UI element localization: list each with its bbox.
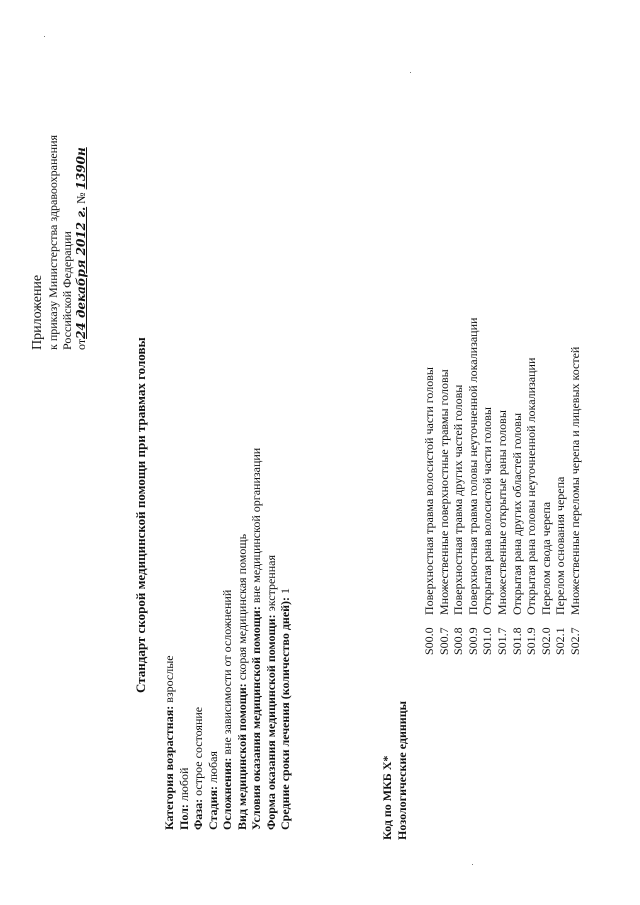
mkb-row bbox=[510, 318, 525, 655]
param-value: любой bbox=[176, 767, 191, 802]
mkb-row bbox=[422, 318, 437, 655]
param-label: Стадия: bbox=[205, 785, 220, 830]
mkb-code: S02.0 bbox=[538, 627, 553, 655]
mkb-code: S01.9 bbox=[524, 627, 539, 655]
mkb-name: Множественные открытые раны головы bbox=[494, 410, 509, 615]
mkb-name: Множественные переломы черепа и лицевых костей bbox=[567, 346, 582, 615]
mkb-row bbox=[553, 318, 568, 655]
mkb-row bbox=[451, 318, 466, 655]
param-label: Вид медицинской помощи: bbox=[234, 683, 249, 830]
mkb-code: S01.0 bbox=[480, 627, 495, 655]
param-label: Фаза: bbox=[191, 798, 205, 830]
mkb-name: Открытая рана головы неуточненной локализации bbox=[524, 357, 539, 615]
param-line bbox=[177, 448, 192, 830]
param-value: 1 bbox=[278, 587, 292, 594]
param-label: Пол: bbox=[176, 804, 191, 830]
param-label: Осложнения: bbox=[220, 757, 234, 830]
mkb-name: Открытая рана волосистой части головы bbox=[480, 407, 495, 615]
mkb-name: Перелом основания черепа bbox=[553, 476, 568, 615]
mkb-code: S00.8 bbox=[451, 627, 466, 655]
scan-dot bbox=[44, 36, 45, 37]
mkb-code-label: Код по МКБ X* bbox=[380, 755, 394, 840]
annex-date-line bbox=[74, 135, 88, 350]
mkb-row bbox=[466, 318, 481, 655]
mkb-row bbox=[480, 318, 495, 655]
param-line bbox=[235, 448, 250, 830]
standard-parameters bbox=[162, 448, 293, 830]
mkb-name: Открытая рана других областей головы bbox=[509, 412, 524, 615]
param-line bbox=[249, 448, 264, 830]
param-value: экстренная bbox=[263, 555, 278, 612]
param-value: взрослые bbox=[162, 655, 176, 703]
param-label: Условия оказания медицинской помощи: bbox=[249, 606, 263, 830]
mkb-name: Поверхностная травма головы неуточненной локализации bbox=[465, 317, 480, 615]
mkb-row bbox=[568, 318, 583, 655]
scan-dot bbox=[472, 864, 473, 865]
mkb-code: S01.7 bbox=[494, 627, 509, 655]
mkb-row bbox=[437, 318, 452, 655]
param-value: вне зависимости от осложнений bbox=[220, 589, 234, 755]
annex-number-handwritten: 1390н bbox=[74, 147, 88, 190]
mkb-name: Поверхностная травма других частей головы bbox=[451, 384, 466, 615]
mkb-list bbox=[422, 318, 583, 655]
annex-title: Приложение bbox=[30, 274, 45, 350]
param-line bbox=[191, 448, 206, 830]
mkb-code: S02.7 bbox=[567, 627, 582, 655]
param-value: острое состояние bbox=[191, 706, 205, 796]
annex-block bbox=[30, 135, 88, 350]
annex-date-prefix: от bbox=[74, 338, 88, 350]
mkb-code: S01.8 bbox=[509, 627, 524, 655]
param-line bbox=[162, 448, 177, 830]
mkb-units-label: Нозологические единицы bbox=[395, 700, 409, 840]
scan-dot bbox=[410, 72, 411, 73]
param-label: Форма оказания медицинской помощи: bbox=[263, 614, 278, 830]
param-label: Категория возрастная: bbox=[162, 705, 176, 830]
annex-line-2: Российской Федерации bbox=[60, 231, 74, 350]
param-line bbox=[264, 448, 279, 830]
param-label: Средние сроки лечения (количество дней): bbox=[278, 596, 292, 830]
param-value: вне медицинской организации bbox=[249, 447, 263, 604]
mkb-row bbox=[495, 318, 510, 655]
mkb-code: S00.7 bbox=[436, 627, 451, 655]
param-line bbox=[206, 448, 221, 830]
mkb-name: Поверхностная травма волосистой части головы bbox=[422, 367, 436, 615]
document-title: Стандарт скорой медицинской помощи при травмах головы bbox=[133, 337, 148, 693]
mkb-name: Множественные поверхностные травмы головы bbox=[436, 369, 451, 615]
mkb-code: S02.1 bbox=[553, 627, 568, 655]
mkb-name: Перелом свода черепа bbox=[538, 501, 553, 615]
mkb-code: S00.9 bbox=[465, 627, 480, 655]
mkb-row bbox=[539, 318, 554, 655]
param-value: скорая медицинская помощь bbox=[234, 533, 249, 681]
mkb-row bbox=[524, 318, 539, 655]
annex-number-prefix: № bbox=[74, 192, 88, 204]
param-line bbox=[220, 448, 235, 830]
mkb-header bbox=[380, 701, 410, 840]
param-value: любая bbox=[205, 751, 220, 783]
param-line bbox=[278, 448, 293, 830]
annex-date-handwritten: 24 декабря 2012 г. bbox=[74, 206, 88, 339]
annex-line-1: к приказу Министерства здравоохранения bbox=[46, 134, 60, 350]
mkb-code: S00.0 bbox=[422, 627, 436, 655]
